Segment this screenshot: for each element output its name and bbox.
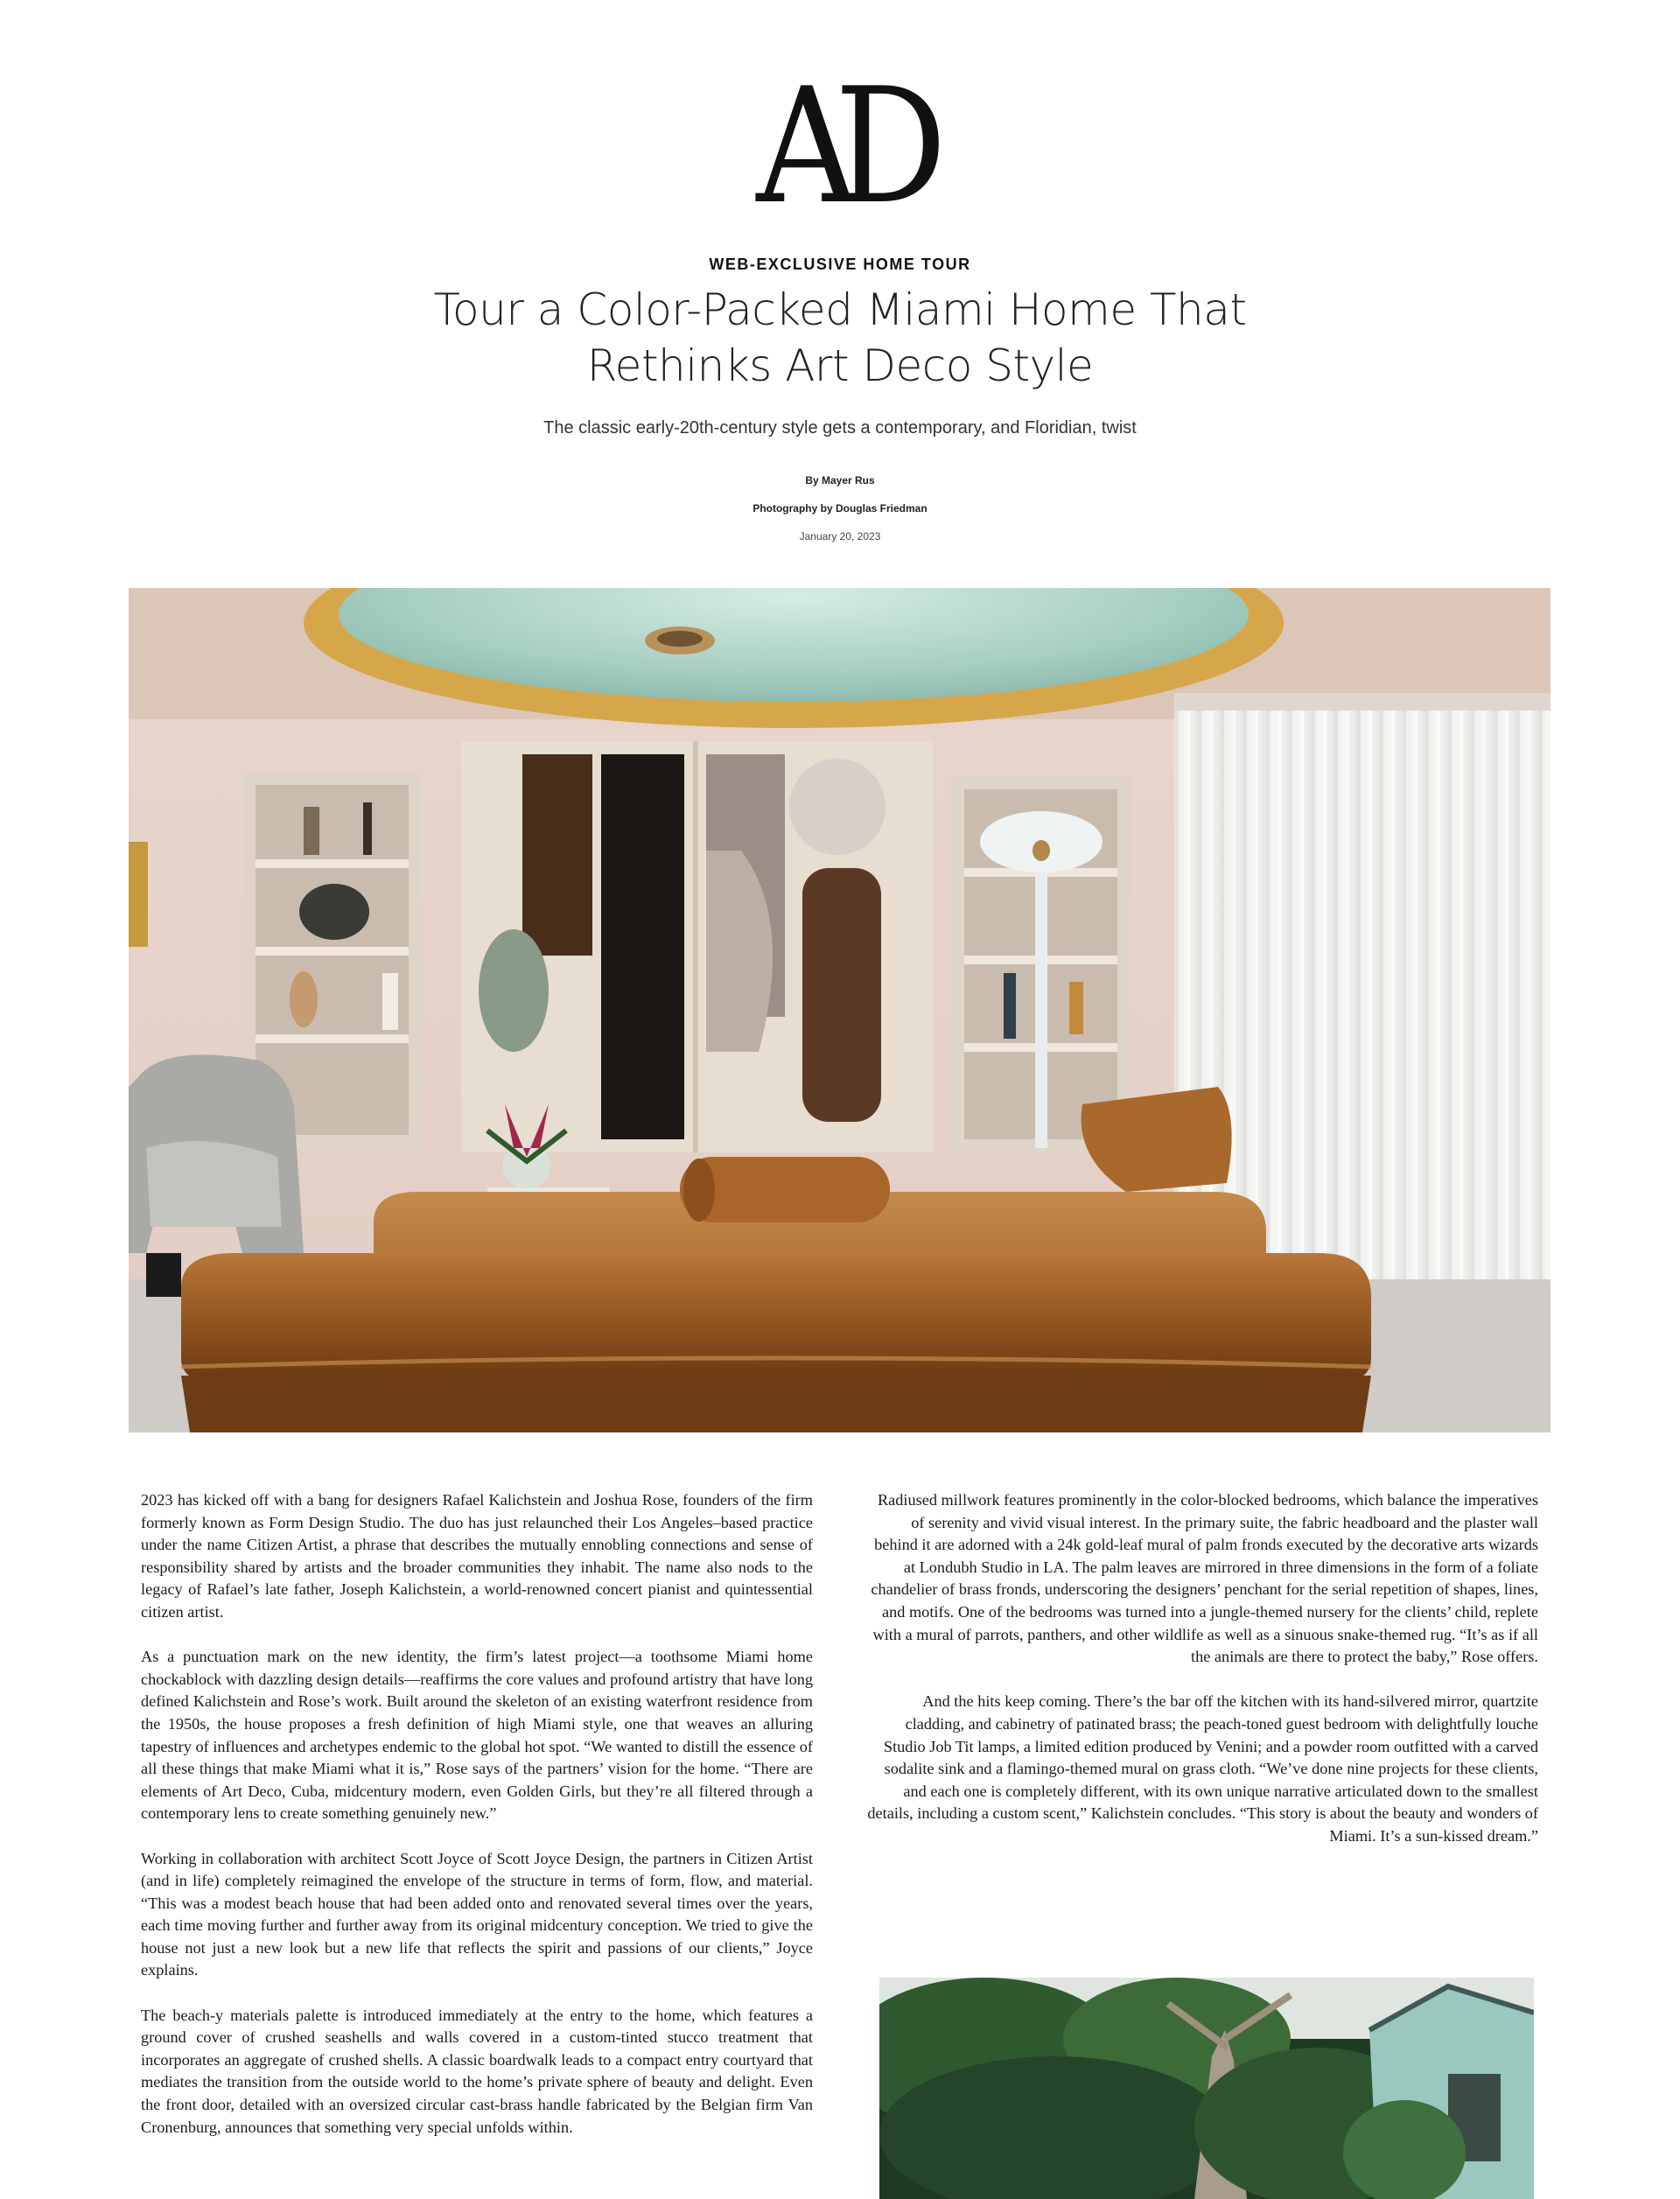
body-paragraph: Working in collaboration with architect Scott Joyce of Scott Joyce Design, the partners in Citizen Artist (and in life) completely reimagined the envelope of the structure in terms of form, flow, and material. “This was a modest beach house that had been added onto and renovated several times over the years, each time moving further and further away from its original midcentury conception. We tried to give the house not just a new look but a new life that reflects the spirit and passions of our clients,” Joyce explains. <box>141 1849 813 1979</box>
garden-image <box>879 1978 1534 2199</box>
article-body-right-column <box>866 1489 1538 1870</box>
publish-date: January 20, 2023 <box>799 530 881 543</box>
ad-logo[interactable]: AD <box>756 53 924 239</box>
body-paragraph: The beach-y materials palette is introduced immediately at the entry to the home, which features a ground cover of crushed seashells and walls covered in a custom-tinted stucco treatment that incorporates an aggregate of crushed shells. A classic boardwalk leads to a compact entry courtyard that mediates the transition from the outside world to the home’s private sphere of beauty and delight. Even the front door, detailed with an oversized circular cast-brass handle fabricated by the Belgian firm Van Cronenburg, announces that something very special unfolds within. <box>141 2006 813 2136</box>
body-paragraph: And the hits keep coming. There’s the bar off the kitchen with its hand-silvered mirror, quartzite cladding, and cabinetry of patinated brass; the peach-toned guest bedroom with delightfully louche Studio Job Tit lamps, a limited edition produced by Venini; and a powder room outfitted with a carved sodalite sink and a flamingo-themed mural on grass cloth. “We’ve done nine projects for these clients, and each one is completely different, with its own unique narrative articulated down to the smallest details, including a custom scent,” Kalichstein concludes. “This story is about the beauty and wonders of Miami. It’s a sun-kissed dream.” <box>867 1692 1538 1845</box>
body-paragraph: Radiused millwork features prominently in the color-blocked bedrooms, which balance the imperatives of serenity and vivid visual interest. In the primary suite, the fabric headboard and the plaster wall behind it are adorned with a 24k gold-leaf mural of palm fronds executed by the decorative arts wizards at Londubh Studio in LA. The palm leaves are mirrored in three dimensions in the form of a foliate chandelier of brass fronds, underscoring the designers’ penchant for the serial repetition of shapes, lines, and motifs. One of the bedrooms was turned into a jungle-themed nursery for the clients’ child, replete with a mural of parrots, panthers, and other wildlife as well as a sinuous snake-themed rug. “It’s as if all the animals are there to protect the baby,” Rose offers. <box>871 1491 1538 1666</box>
article-body-left-column <box>141 1489 813 2161</box>
article-headline: Tour a Color-Packed Miami Home That Rethinks Art Deco Style <box>433 284 1247 391</box>
article-kicker: WEB-EXCLUSIVE HOME TOUR <box>709 256 971 273</box>
hero-image <box>129 588 1550 1432</box>
article-dek: The classic early-20th-century style gets a contemporary, and Floridian, twist <box>543 418 1137 438</box>
byline[interactable]: By Mayer Rus <box>805 474 875 487</box>
photo-credit[interactable]: Photography by Douglas Friedman <box>752 502 928 515</box>
body-paragraph: 2023 has kicked off with a bang for designers Rafael Kalichstein and Joshua Rose, founders of the firm formerly known as Form Design Studio. The duo has just relaunched their Los Angeles–based practice under the name Citizen Artist, a phrase that describes the mutually ennobling connections and sense of responsibility shared by artists and the broader communities they inhabit. The name also nods to the legacy of Rafael’s late father, Joseph Kalichstein, a world-renowned concert pianist and quintessential citizen artist. <box>141 1491 813 1621</box>
body-paragraph: As a punctuation mark on the new identity, the firm’s latest project—a toothsome Miami home chockablock with dazzling design details—reaffirms the core values and profound artistry that have long defined Kalichstein and Rose’s work. Built around the skeleton of an existing waterfront residence from the 1950s, the house proposes a fresh definition of high Miami style, one that weaves an alluring tapestry of influences and archetypes endemic to the global hot spot. “We wanted to distill the essence of all these things that make Miami what it is,” Rose says of the partners’ vision for the home. “There are elements of Art Deco, Cuba, midcentury modern, even Golden Girls, but they’re all filtered through a contemporary lens to create something genuinely new.” <box>141 1648 813 1823</box>
